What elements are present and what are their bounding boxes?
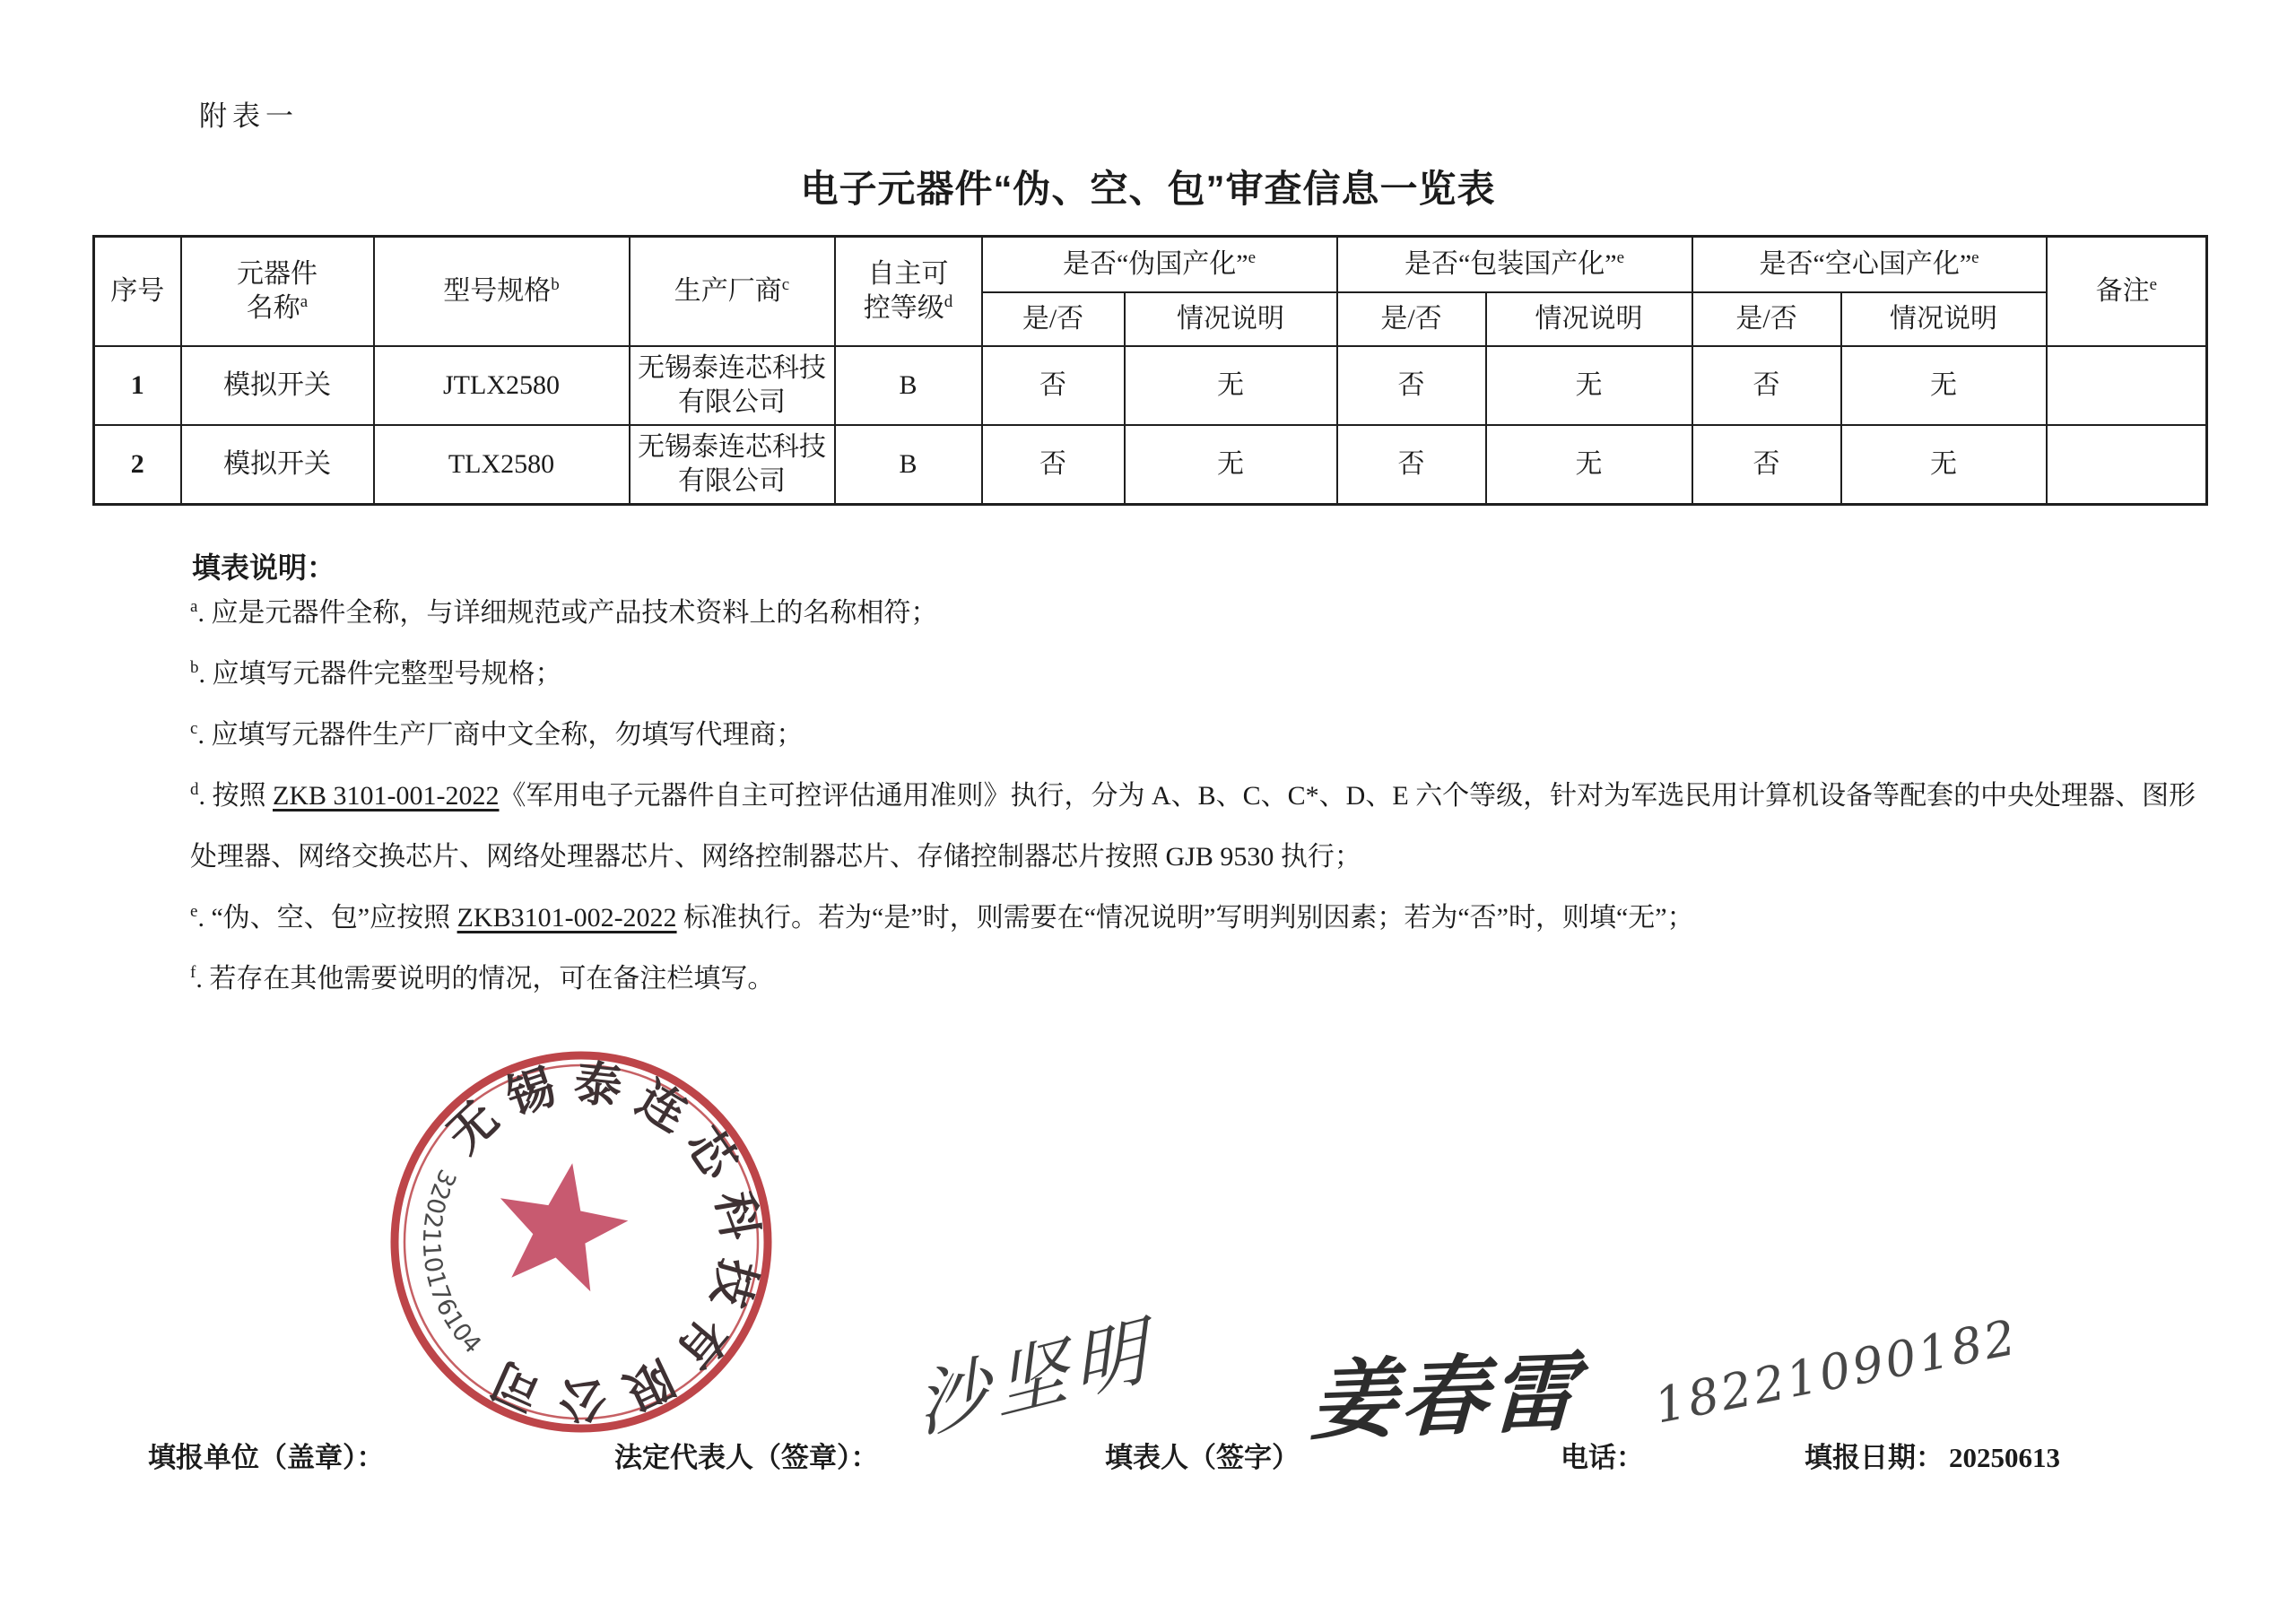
- note-c: $^c$. 应填写元器件生产厂商中文全称，勿填写代理商；: [190, 719, 804, 750]
- cell-fake-desc: 无: [1125, 346, 1337, 425]
- subheader-hollow-yesno: 是/否: [1692, 292, 1841, 346]
- fill-instructions: [190, 583, 2210, 1010]
- col-header-autonomy-level: 自主可 控等级$^d$: [835, 237, 982, 347]
- company-seal: [368, 1040, 798, 1471]
- cell-component-name: 模拟开关: [181, 425, 374, 505]
- cell-seq: 2: [94, 425, 181, 505]
- cell-seq: 1: [94, 346, 181, 425]
- col-header-seq: 序号: [94, 237, 181, 347]
- cell-hollow-desc: 无: [1841, 346, 2047, 425]
- col-header-model: 型号规格$^b$: [374, 237, 630, 347]
- cell-fake-desc: 无: [1125, 425, 1337, 505]
- cell-pkg-desc: 无: [1486, 346, 1692, 425]
- cell-fake-yesno: 否: [982, 346, 1125, 425]
- star-icon: [500, 1163, 628, 1291]
- group-header-hollow-localization: 是否“空心国产化”$^e$: [1692, 237, 2047, 293]
- col-header-component-name: 元器件 名称$^a$: [181, 237, 374, 347]
- seal-company-text: 无锡泰连芯科技有限公司: [436, 1055, 769, 1428]
- appendix-label: 附表一: [199, 100, 299, 132]
- cell-pkg-desc: 无: [1486, 425, 1692, 505]
- note-e: $^e$. “伪、空、包”应按照 ZKB3101-002-2022 标准执行。若为“是”时，则需要在“情况说明”写明判别因素；若为“否”时，则填“无”；: [190, 902, 1694, 933]
- cell-pkg-yesno: 否: [1337, 425, 1486, 505]
- note-d: $^d$. 按照 ZKB 3101-001-2022《军用电子元器件自主可控评估通用准则》执行，分为 A、B、C、C*、D、E 六个等级，针对为军选民用计算机设备等配套的中央处理器、图形处理器、网络交换芯片、网络处理器芯片、网络控制器芯片、存储控制器芯片按照 GJB 9530 执行；: [190, 780, 2196, 872]
- col-header-remark: 备注$^e$: [2047, 237, 2207, 347]
- legal-representative-label: 法定代表人（签章）：: [614, 1442, 879, 1473]
- subheader-pkg-yesno: 是/否: [1337, 292, 1486, 346]
- cell-manufacturer: 无锡泰连芯科技有限公司: [630, 346, 835, 425]
- cell-model: JTLX2580: [374, 346, 630, 425]
- subheader-hollow-desc: 情况说明: [1841, 292, 2047, 346]
- col-header-manufacturer: 生产厂商$^c$: [630, 237, 835, 347]
- form-filler-label: 填表人（签字）: [1105, 1442, 1300, 1473]
- cell-model: TLX2580: [374, 425, 630, 505]
- phone-label: 电话：: [1561, 1442, 1644, 1473]
- cell-pkg-yesno: 否: [1337, 346, 1486, 425]
- cell-hollow-desc: 无: [1841, 425, 2047, 505]
- note-b: $^b$. 应填写元器件完整型号规格；: [190, 658, 562, 689]
- page-title: 电子元器件“伪、空、包”审查信息一览表: [800, 168, 1496, 210]
- cell-remark: [2047, 425, 2207, 505]
- cell-manufacturer: 无锡泰连芯科技有限公司: [630, 425, 835, 505]
- phone-handwritten-value: 18221090182: [1649, 1308, 2023, 1435]
- subheader-pkg-desc: 情况说明: [1486, 292, 1692, 346]
- group-header-package-localization: 是否“包装国产化”$^e$: [1337, 237, 1692, 293]
- legal-representative-signature: 沙坚明: [912, 1306, 1157, 1451]
- subheader-fake-desc: 情况说明: [1125, 292, 1337, 346]
- subheader-fake-yesno: 是/否: [982, 292, 1125, 346]
- cell-hollow-yesno: 否: [1692, 346, 1841, 425]
- cell-remark: [2047, 346, 2207, 425]
- group-header-fake-localization: 是否“伪国产化”$^e$: [982, 237, 1337, 293]
- reporting-unit-label: 填报单位（盖章）：: [148, 1442, 385, 1473]
- cell-component-name: 模拟开关: [181, 346, 374, 425]
- table-row: [94, 425, 2207, 505]
- note-a: $^a$. 应是元器件全称，与详细规范或产品技术资料上的名称相符；: [190, 597, 938, 628]
- note-f: $^f$. 若存在其他需要说明的情况，可在备注栏填写。: [190, 963, 775, 994]
- report-date: [1805, 1435, 2060, 1475]
- seal-registration-number: 3202110176104: [416, 1165, 488, 1361]
- report-date-label: 填报日期：: [1805, 1442, 1944, 1473]
- review-table: [92, 235, 2208, 506]
- cell-hollow-yesno: 否: [1692, 425, 1841, 505]
- cell-fake-yesno: 否: [982, 425, 1125, 505]
- cell-level: B: [835, 346, 982, 425]
- table-row: [94, 346, 2207, 425]
- notes-heading: 填表说明：: [192, 551, 336, 584]
- form-filler-signature: 姜春雷: [1309, 1341, 1582, 1453]
- report-date-value: 20250613: [1949, 1442, 2060, 1473]
- cell-level: B: [835, 425, 982, 505]
